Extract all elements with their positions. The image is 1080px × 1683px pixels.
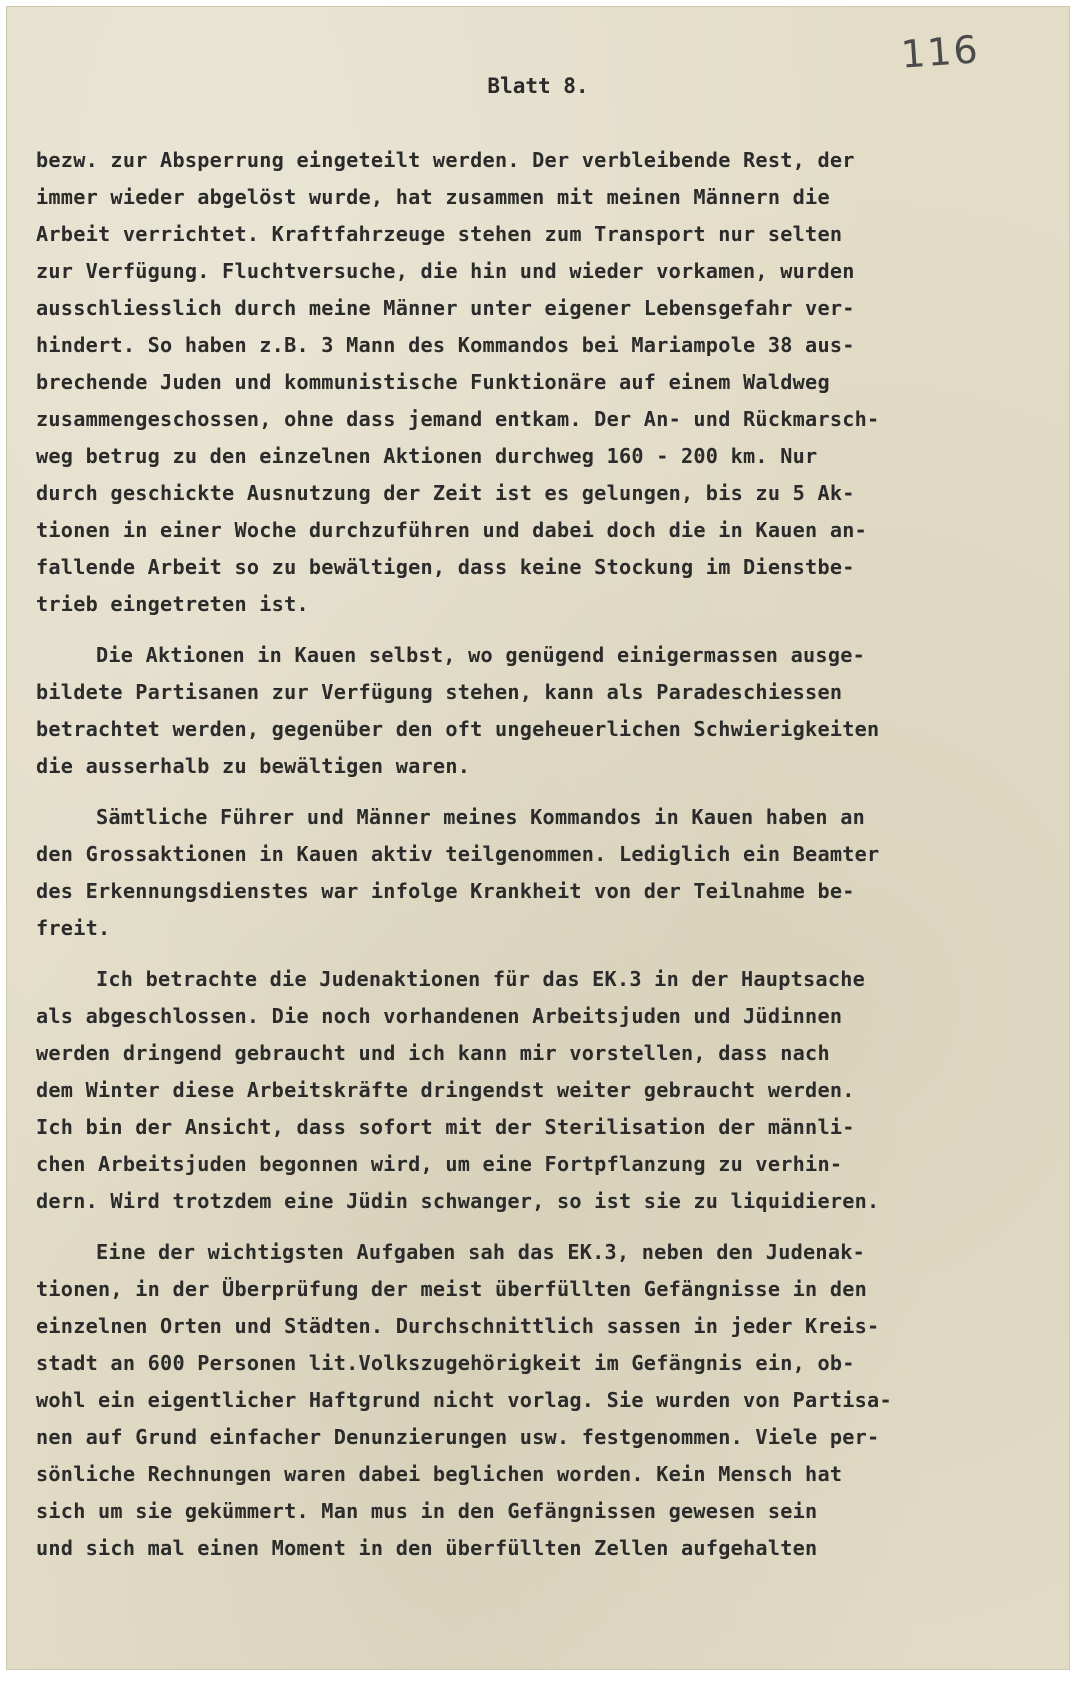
text-line: sönliche Rechnungen waren dabei beglichen worden. Kein Mensch hat <box>36 1462 843 1486</box>
text-line: zur Verfügung. Fluchtversuche, die hin und wieder vorkamen, wurden <box>36 259 855 283</box>
text-line: und sich mal einen Moment in den überfüllten Zellen aufgehalten <box>36 1536 818 1560</box>
text-line: ausschliesslich durch meine Männer unter eigener Lebensgefahr ver- <box>36 296 855 320</box>
text-line: des Erkennungsdienstes war infolge Krankheit von der Teilnahme be- <box>36 879 855 903</box>
text-line: betrachtet werden, gegenüber den oft ungeheuerlichen Schwierigkeiten <box>36 717 880 741</box>
text-line: dem Winter diese Arbeitskräfte dringendst weiter gebraucht werden. <box>36 1078 855 1102</box>
paragraph <box>36 1234 1054 1567</box>
text-line: zusammengeschossen, ohne dass jemand entkam. Der An- und Rückmarsch- <box>36 407 880 431</box>
text-line: trieb eingetreten ist. <box>36 592 309 616</box>
text-line: immer wieder abgelöst wurde, hat zusammen mit meinen Männern die <box>36 185 830 209</box>
text-line: hindert. So haben z.B. 3 Mann des Kommandos bei Mariampole 38 aus- <box>36 333 855 357</box>
text-line: wohl ein eigentlicher Haftgrund nicht vorlag. Sie wurden von Partisa- <box>36 1388 892 1412</box>
text-line: Sämtliche Führer und Männer meines Kommandos in Kauen haben an <box>96 805 866 829</box>
text-line: einzelnen Orten und Städten. Durchschnittlich sassen in jeder Kreis- <box>36 1314 880 1338</box>
text-line: bildete Partisanen zur Verfügung stehen, kann als Paradeschiessen <box>36 680 843 704</box>
text-line: nen auf Grund einfacher Denunzierungen usw. festgenommen. Viele per- <box>36 1425 880 1449</box>
document-body <box>36 142 1054 1581</box>
text-line: tionen, in der Überprüfung der meist überfüllten Gefängnisse in den <box>36 1277 868 1301</box>
text-line: den Grossaktionen in Kauen aktiv teilgenommen. Lediglich ein Beamter <box>36 842 880 866</box>
folio-number: 116 <box>900 27 982 77</box>
text-line: Eine der wichtigsten Aufgaben sah das EK.3, neben den Judenak- <box>96 1240 866 1264</box>
text-line: chen Arbeitsjuden begonnen wird, um eine Fortpflanzung zu verhin- <box>36 1152 843 1176</box>
text-line: als abgeschlossen. Die noch vorhandenen Arbeitsjuden und Jüdinnen <box>36 1004 843 1028</box>
text-line: werden dringend gebraucht und ich kann mir vorstellen, dass nach <box>36 1041 830 1065</box>
paragraph <box>36 637 1054 785</box>
text-line: sich um sie gekümmert. Man mus in den Gefängnissen gewesen sein <box>36 1499 818 1523</box>
text-line: Arbeit verrichtet. Kraftfahrzeuge stehen zum Transport nur selten <box>36 222 843 246</box>
document-page <box>6 6 1070 1670</box>
page-header: Blatt 8. <box>487 74 589 98</box>
paragraph <box>36 961 1054 1220</box>
text-line: tionen in einer Woche durchzuführen und dabei doch die in Kauen an- <box>36 518 868 542</box>
text-line: bezw. zur Absperrung eingeteilt werden. Der verbleibende Rest, der <box>36 148 855 172</box>
paragraph <box>36 799 1054 947</box>
text-line: fallende Arbeit so zu bewältigen, dass keine Stockung im Dienstbe- <box>36 555 855 579</box>
text-line: stadt an 600 Personen lit.Volkszugehörigkeit im Gefängnis ein, ob- <box>36 1351 855 1375</box>
text-line: durch geschickte Ausnutzung der Zeit ist es gelungen, bis zu 5 Ak- <box>36 481 855 505</box>
text-line: Ich bin der Ansicht, dass sofort mit der Sterilisation der männli- <box>36 1115 855 1139</box>
paragraph <box>36 142 1054 623</box>
text-line: Die Aktionen in Kauen selbst, wo genügend einigermassen ausge- <box>96 643 866 667</box>
text-line: freit. <box>36 916 111 940</box>
text-line: dern. Wird trotzdem eine Jüdin schwanger, so ist sie zu liquidieren. <box>36 1189 880 1213</box>
text-line: Ich betrachte die Judenaktionen für das EK.3 in der Hauptsache <box>96 967 866 991</box>
text-line: die ausserhalb zu bewältigen waren. <box>36 754 471 778</box>
text-line: brechende Juden und kommunistische Funktionäre auf einem Waldweg <box>36 370 830 394</box>
text-line: weg betrug zu den einzelnen Aktionen durchweg 160 - 200 km. Nur <box>36 444 818 468</box>
